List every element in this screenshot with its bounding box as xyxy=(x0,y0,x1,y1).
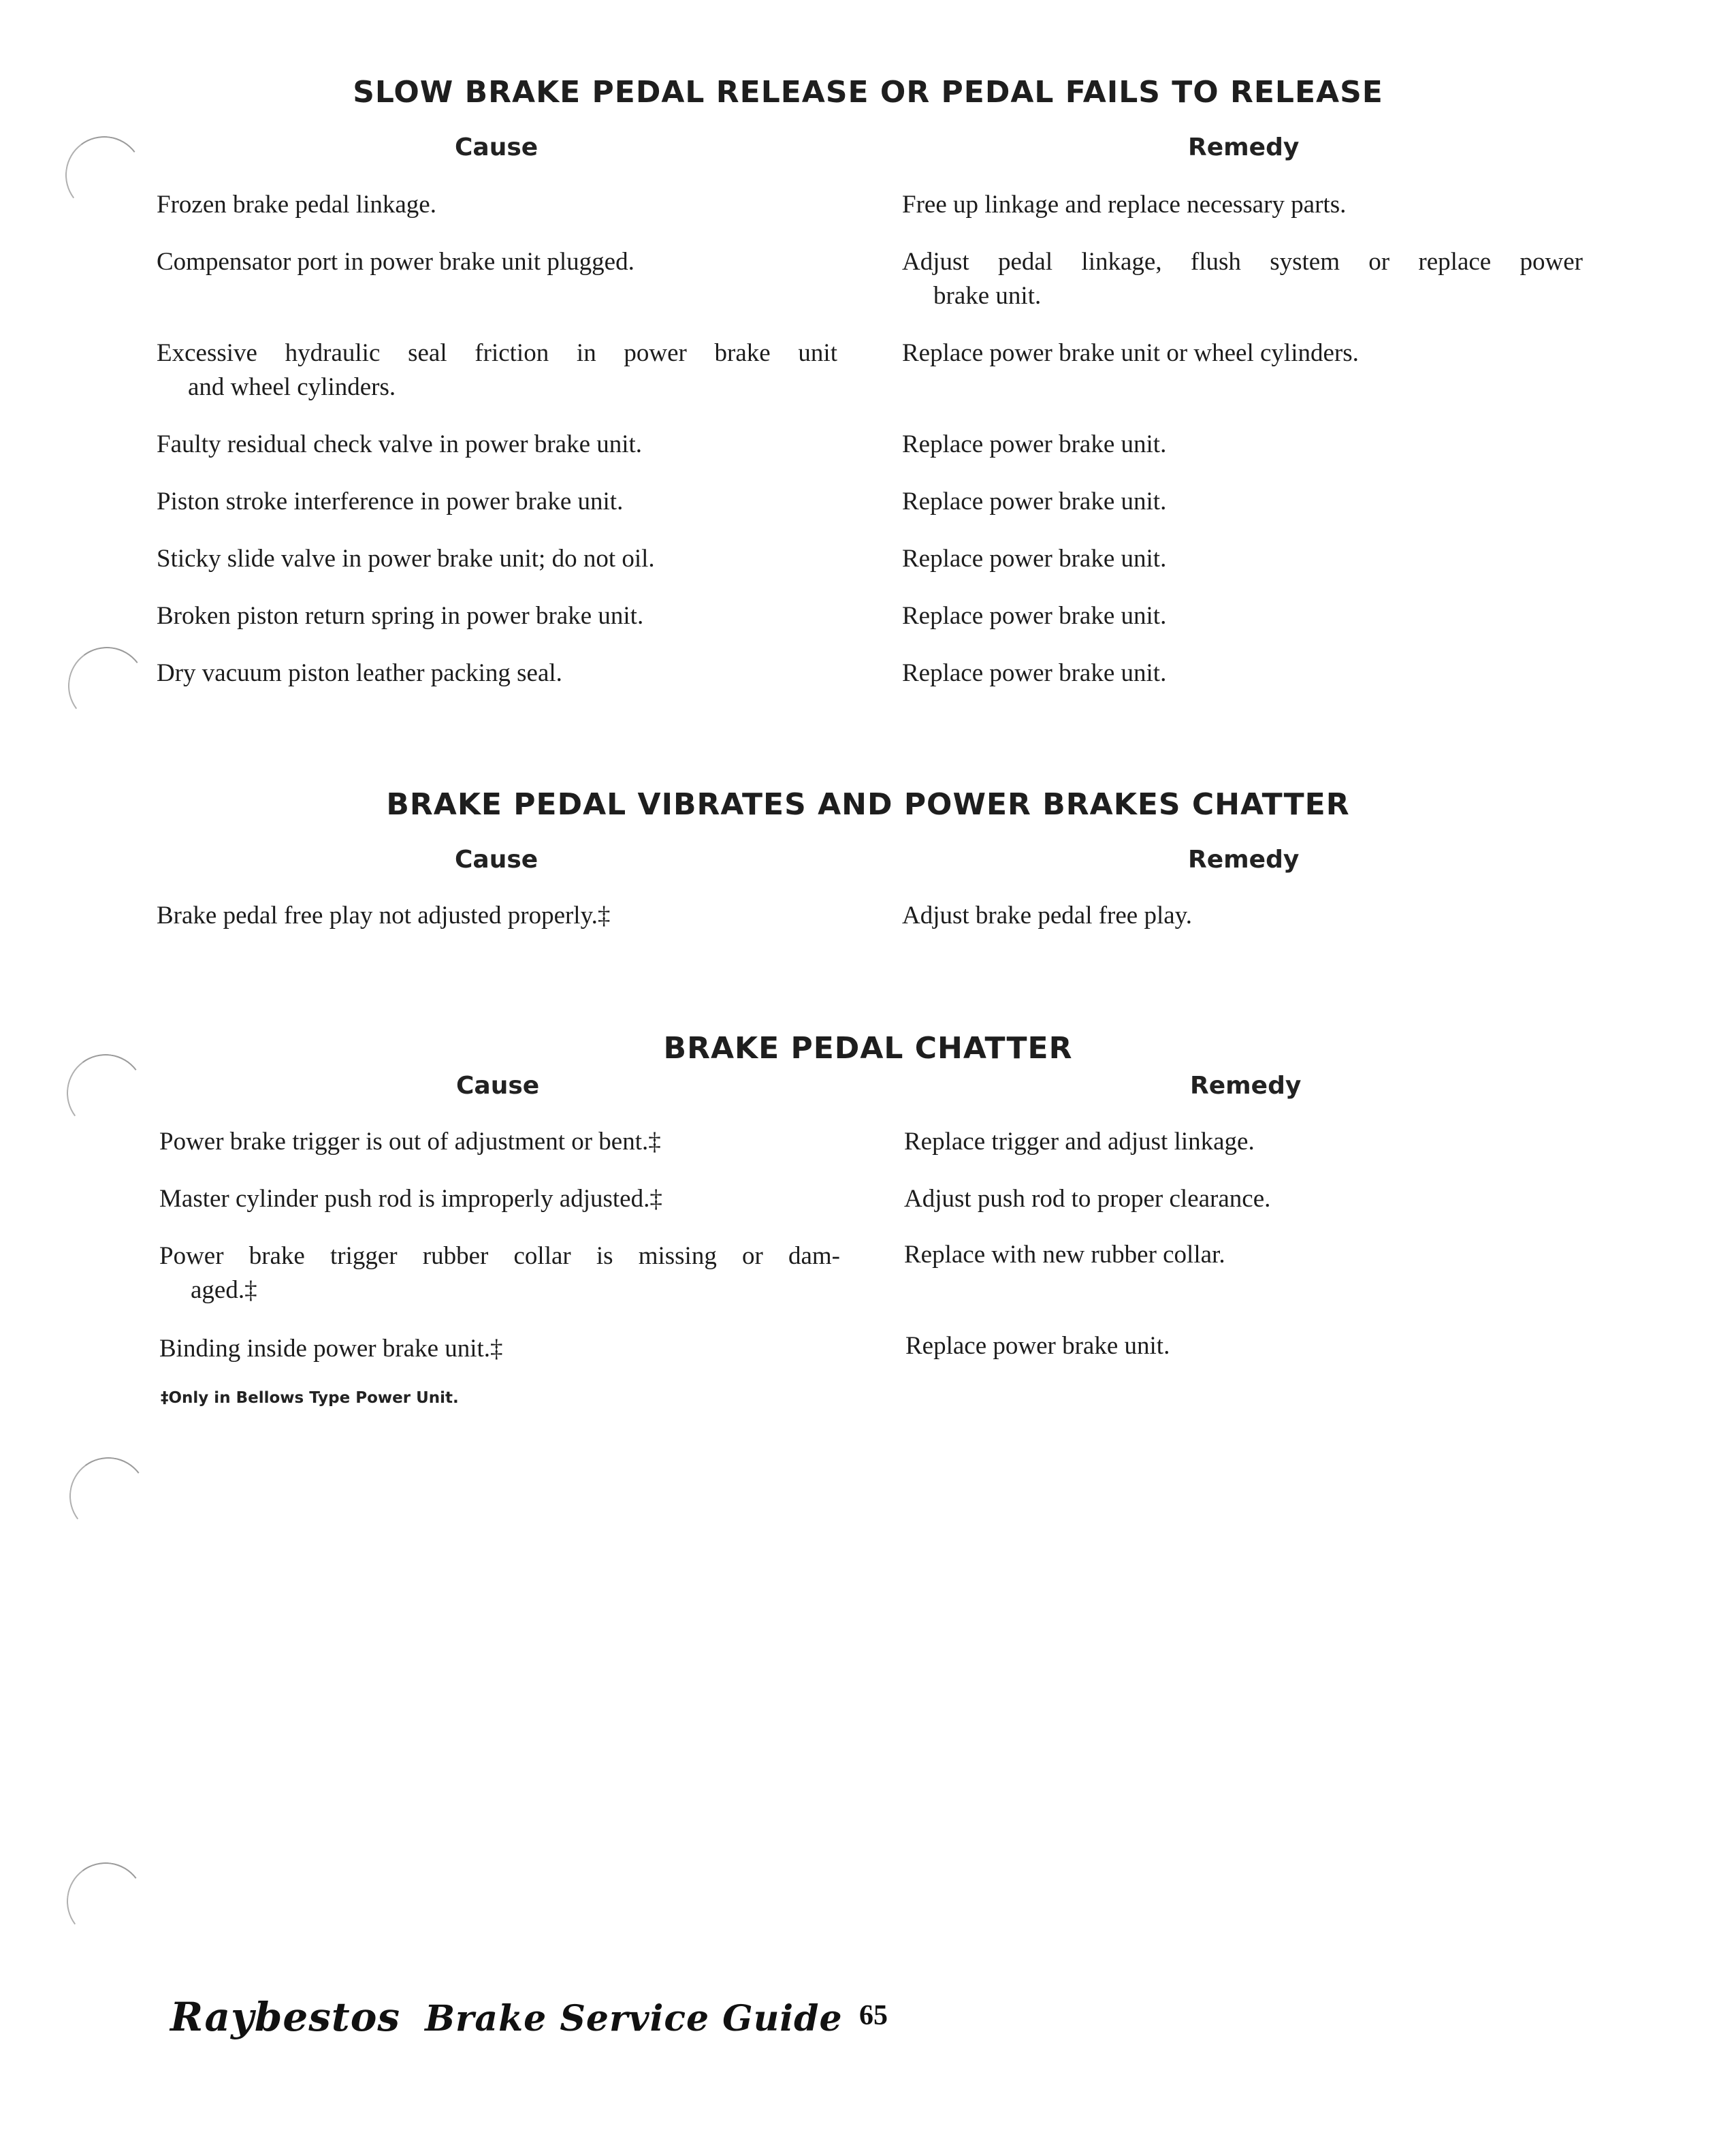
guide-title: Brake Service Guide xyxy=(425,1998,843,2039)
remedy-text: Replace with new rubber collar. xyxy=(904,1241,1225,1269)
cause-text: Faulty residual check valve in power brake unit. xyxy=(157,430,643,458)
remedy-text: Replace trigger and adjust linkage. xyxy=(904,1128,1255,1156)
cause-text: Dry vacuum piston leather packing seal. xyxy=(157,659,562,687)
section-title-pedal-chatter: BRAKE PEDAL CHATTER xyxy=(663,1031,1073,1066)
cause-text: Broken piston return spring in power brake unit. xyxy=(157,602,644,630)
cause-text: Master cylinder push rod is improperly adjusted.‡ xyxy=(159,1185,662,1213)
binder-ring-mark xyxy=(62,1858,150,1945)
cause-text: Binding inside power brake unit.‡ xyxy=(159,1335,503,1363)
remedy-text: Adjust push rod to proper clearance. xyxy=(904,1185,1271,1213)
cause-line-continued: and wheel cylinders. xyxy=(188,373,396,401)
remedy-line: Adjust pedal linkage, flush system or replace power xyxy=(902,248,1583,276)
remedy-text: Replace power brake unit. xyxy=(905,1332,1170,1360)
page-number: 65 xyxy=(859,2000,888,2031)
cause-column-header: Cause xyxy=(456,1072,540,1100)
cause-text: Compensator port in power brake unit plugged. xyxy=(157,248,634,276)
cause-column-header: Cause xyxy=(455,846,539,874)
cause-text: Power brake trigger is out of adjustment or bent.‡ xyxy=(159,1128,661,1156)
remedy-text: Replace power brake unit. xyxy=(902,430,1167,458)
brand-name: Raybestos xyxy=(170,1994,401,2040)
cause-line-continued: aged.‡ xyxy=(191,1276,257,1304)
remedy-text: Free up linkage and replace necessary parts. xyxy=(902,191,1347,219)
remedy-text: Adjust brake pedal free play. xyxy=(902,902,1193,930)
cause-text xyxy=(159,1239,840,1307)
remedy-column-header: Remedy xyxy=(1188,846,1300,874)
cause-text: Frozen brake pedal linkage. xyxy=(157,191,436,219)
remedy-text: Replace power brake unit or wheel cylinders. xyxy=(902,339,1359,367)
cause-text: Piston stroke interference in power brake unit. xyxy=(157,488,624,515)
cause-column-header: Cause xyxy=(455,133,539,161)
cause-line: Power brake trigger rubber collar is missing or dam- xyxy=(159,1242,840,1270)
remedy-text: Replace power brake unit. xyxy=(902,602,1167,630)
footer-brand-logo xyxy=(170,1994,843,2040)
cause-text: Brake pedal free play not adjusted properly.‡ xyxy=(157,902,611,930)
remedy-line-continued: brake unit. xyxy=(933,282,1042,310)
remedy-column-header: Remedy xyxy=(1190,1072,1302,1100)
binder-ring-mark xyxy=(65,1452,152,1540)
cause-text xyxy=(157,336,837,404)
section-title-vibrates-chatter: BRAKE PEDAL VIBRATES AND POWER BRAKES CHATTER xyxy=(386,787,1350,822)
remedy-text: Replace power brake unit. xyxy=(902,545,1167,573)
remedy-text: Replace power brake unit. xyxy=(902,488,1167,515)
remedy-column-header: Remedy xyxy=(1188,133,1300,161)
footnote: ‡Only in Bellows Type Power Unit. xyxy=(161,1389,459,1407)
binder-ring-mark xyxy=(63,642,151,730)
section-title-slow-release: SLOW BRAKE PEDAL RELEASE OR PEDAL FAILS TO RELEASE xyxy=(353,75,1383,110)
remedy-text xyxy=(902,245,1583,313)
remedy-text: Replace power brake unit. xyxy=(902,659,1167,687)
cause-text: Sticky slide valve in power brake unit; do not oil. xyxy=(157,545,655,573)
binder-ring-mark xyxy=(61,131,148,219)
cause-line: Excessive hydraulic seal friction in power brake unit xyxy=(157,339,837,367)
